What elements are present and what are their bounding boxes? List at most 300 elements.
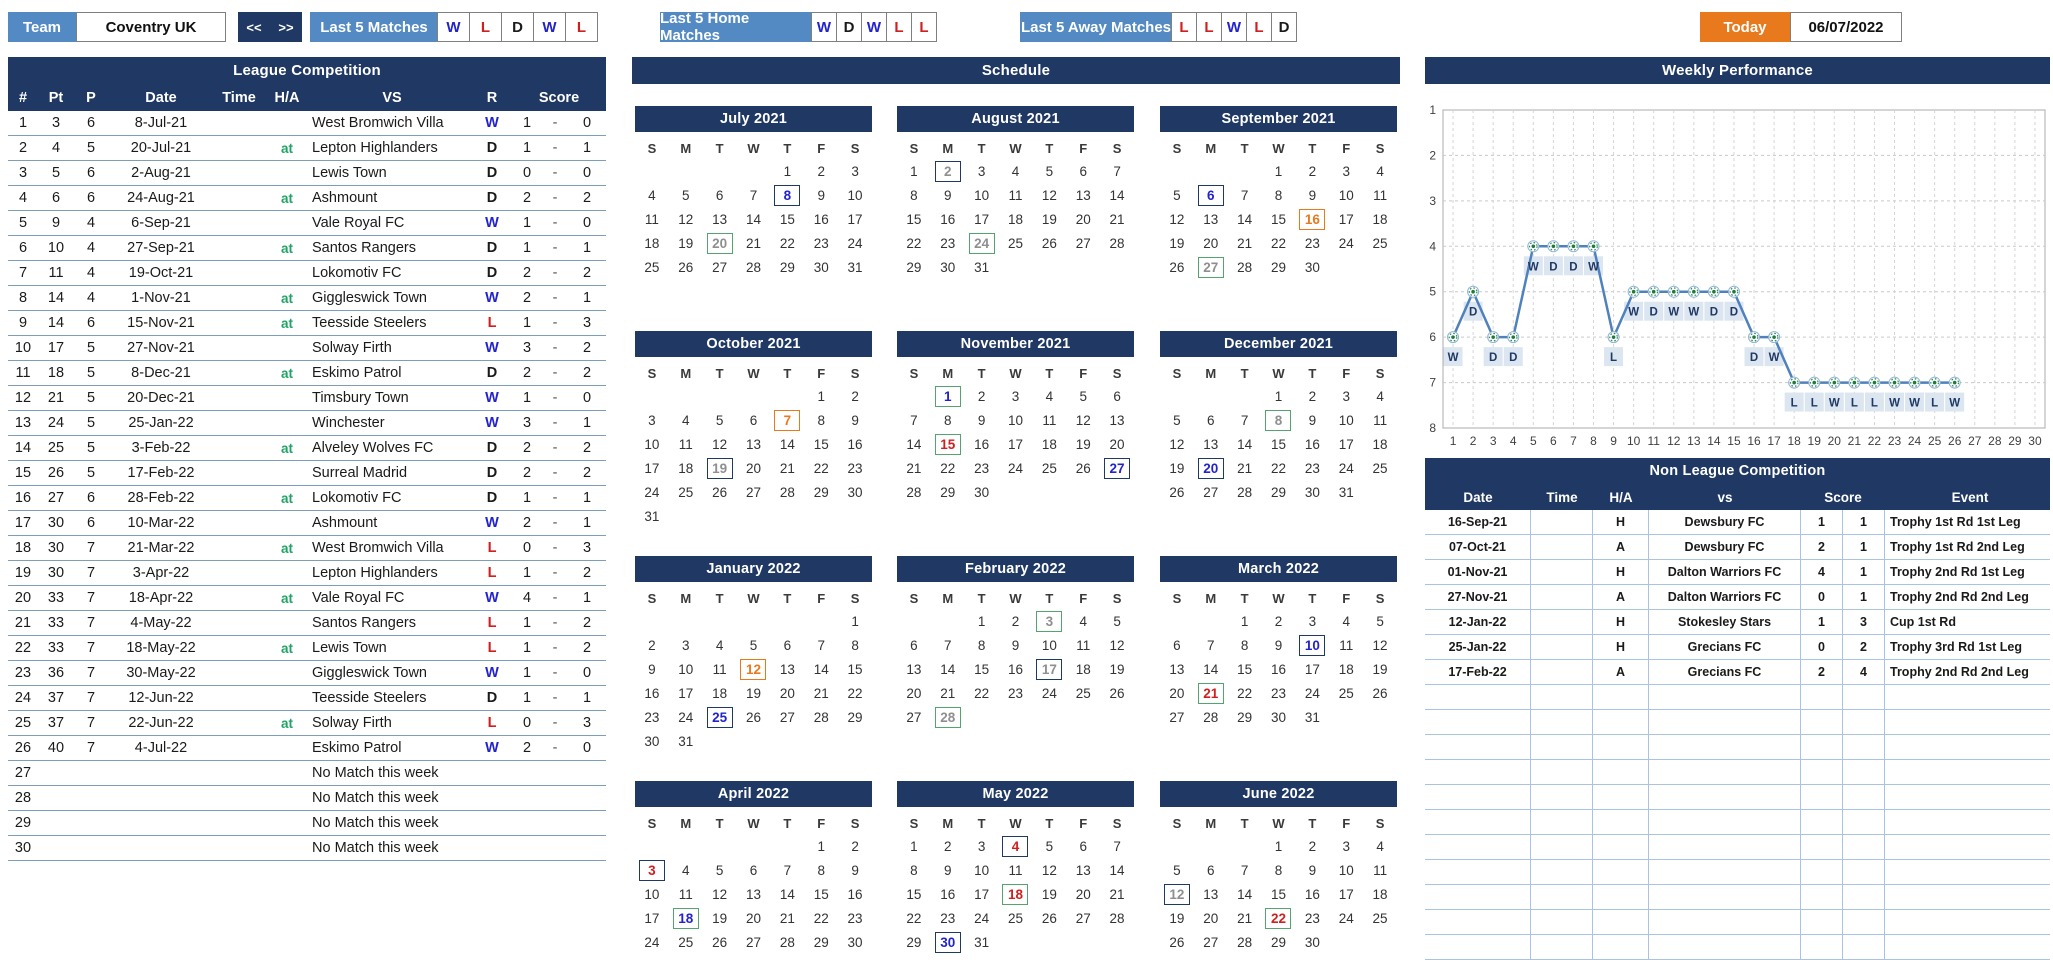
calendar-month-title: August 2021: [897, 106, 1134, 132]
nl-cell-score-against: [1843, 810, 1885, 834]
svg-text:4: 4: [1429, 239, 1436, 254]
calendar-blank: [1228, 160, 1262, 182]
calendar-day: 29: [906, 259, 922, 275]
calendar-day: 10: [974, 862, 990, 878]
nl-cell-date: [1425, 810, 1531, 834]
calendar-day: 17: [1338, 211, 1354, 227]
calendar-day: 30: [940, 259, 956, 275]
calendar-month-title: June 2022: [1160, 781, 1397, 807]
non-league-row-empty: [1425, 760, 2050, 785]
calendar-day: 16: [813, 211, 829, 227]
calendar-day: 4: [1342, 613, 1350, 629]
calendar-day: 29: [1270, 484, 1286, 500]
calendar-day: 18: [678, 460, 694, 476]
league-row: [8, 311, 606, 336]
calendar-day-of-week: S: [647, 590, 657, 606]
league-cell-score-against: 0: [582, 115, 592, 131]
league-cell-num: 20: [14, 590, 32, 606]
calendar-day: 6: [749, 412, 758, 428]
calendar-day: 13: [1109, 412, 1125, 428]
nl-cell-vs: Dewsbury FC: [1649, 510, 1801, 534]
calendar-match-day: 20: [707, 233, 733, 254]
league-row: [8, 161, 606, 186]
league-cell-num: 1: [18, 115, 28, 131]
league-cell-pt: 9: [51, 215, 61, 231]
calendar-day: 3: [1342, 838, 1350, 854]
league-cell-result: W: [485, 115, 499, 131]
league-cell-pt: 33: [47, 640, 65, 656]
league-row: [8, 486, 606, 511]
league-cell-vs: West Bromwich Villa: [312, 540, 444, 556]
league-cell-result: W: [485, 515, 499, 531]
svg-text:19: 19: [1807, 434, 1821, 448]
next-team-button[interactable]: >>: [270, 12, 302, 42]
calendar-day: 21: [1237, 460, 1253, 476]
calendar-day: 21: [1237, 910, 1253, 926]
calendar-blank: [1194, 610, 1228, 632]
league-cell-score-for: 3: [522, 415, 532, 431]
nl-cell-event: [1885, 710, 2050, 734]
svg-text:27: 27: [1968, 434, 1982, 448]
league-cell-vs: West Bromwich Villa: [312, 115, 444, 131]
calendar-day: 13: [1203, 436, 1219, 452]
league-cell-date: 18-Apr-22: [128, 590, 194, 606]
league-row: [8, 411, 606, 436]
calendar-month-title: November 2021: [897, 331, 1134, 357]
calendar-grid: [635, 813, 872, 953]
calendar-day: 18: [1372, 886, 1388, 902]
non-league-title: Non League Competition: [1425, 458, 2050, 484]
calendar-day: 2: [1308, 838, 1317, 854]
calendar-day: 8: [910, 862, 918, 878]
nl-cell-event: Trophy 1st Rd 1st Leg: [1890, 515, 2021, 529]
nl-cell-score-for: [1801, 735, 1843, 759]
league-row: [8, 686, 606, 711]
league-cell-result: D: [486, 490, 498, 506]
nl-cell-score-against: 1: [1843, 560, 1885, 584]
league-cell-score-against: 1: [582, 515, 592, 531]
result-cell: L: [1196, 12, 1222, 42]
league-cell-score-against: 1: [582, 240, 592, 256]
calendar-day: 15: [813, 436, 829, 452]
league-cell-score-dash: -: [552, 265, 558, 281]
last5-home-results: [812, 12, 937, 42]
calendar-day: [1194, 256, 1228, 278]
calendar-day: 13: [1075, 187, 1091, 203]
calendar-day: 14: [779, 886, 795, 902]
svg-text:W: W: [1527, 261, 1539, 274]
calendar-day: 12: [678, 211, 694, 227]
calendar-day: 22: [779, 235, 795, 251]
league-row: [8, 186, 606, 211]
nl-cell-ha: [1593, 910, 1649, 934]
calendar-month: [635, 781, 872, 953]
calendar-day-of-week: S: [909, 365, 919, 381]
svg-text:D: D: [1729, 306, 1739, 319]
calendar-blank: [703, 610, 737, 632]
league-cell-num: 17: [14, 515, 32, 531]
nl-cell-score-against: 1: [1843, 585, 1885, 609]
league-cell-score-dash: -: [552, 365, 558, 381]
league-cell-ha: at: [280, 540, 293, 556]
league-cell-score-for: 1: [522, 215, 532, 231]
nl-cell-event: [1885, 810, 2050, 834]
calendar-day: 12: [1075, 412, 1091, 428]
league-cell-ha: at: [280, 440, 293, 456]
league-cell-result: L: [487, 315, 497, 331]
calendar-day: 5: [1173, 412, 1181, 428]
league-cell-score-dash: -: [552, 490, 558, 506]
calendar-day: 11: [1008, 862, 1023, 878]
league-cell-score-dash: -: [552, 565, 558, 581]
nl-cell-score-against: [1843, 885, 1885, 909]
league-cell-num: 30: [14, 840, 32, 856]
calendar-day-of-week: S: [909, 140, 919, 156]
calendar-blank: [635, 385, 669, 407]
nl-cell-time: [1531, 510, 1593, 534]
calendar-day: 11: [644, 211, 659, 227]
calendar-blank: [1194, 385, 1228, 407]
non-league-row-empty: [1425, 735, 2050, 760]
calendar-day: [931, 706, 965, 728]
calendar-day-of-week: F: [1342, 140, 1351, 156]
svg-text:13: 13: [1687, 434, 1701, 448]
calendar-day: 10: [678, 661, 694, 677]
calendar-match-day: 27: [1104, 458, 1130, 479]
nl-cell-ha: [1593, 735, 1649, 759]
calendar-match-day: 22: [1265, 908, 1291, 929]
nl-cell-ha: [1593, 835, 1649, 859]
calendar-day: 30: [1304, 484, 1320, 500]
schedule-title: Schedule: [632, 57, 1400, 84]
svg-text:L: L: [1870, 397, 1878, 410]
league-cell-score-against: 3: [582, 540, 592, 556]
svg-text:20: 20: [1827, 434, 1841, 448]
league-cell-vs: Vale Royal FC: [312, 590, 405, 606]
calendar-day: 24: [1007, 460, 1023, 476]
calendar-day: 8: [977, 637, 986, 653]
league-cell-score-for: 2: [522, 290, 532, 306]
calendar-day: 23: [940, 910, 956, 926]
nl-cell-score-against: [1843, 835, 1885, 859]
calendar-day: 21: [779, 460, 795, 476]
league-cell-num: 8: [18, 290, 28, 306]
calendar-grid: [1160, 588, 1397, 728]
svg-text:L: L: [1850, 397, 1858, 410]
svg-text:D: D: [1709, 306, 1719, 319]
calendar-day: 27: [1203, 934, 1219, 950]
league-cell-score-for: 1: [522, 315, 532, 331]
calendar-day-of-week: F: [817, 815, 826, 831]
calendar-match-day: 8: [1265, 410, 1291, 431]
calendar-day: [737, 658, 771, 680]
league-cell-vs: Ashmount: [312, 515, 378, 531]
calendar-day: 4: [1011, 163, 1020, 179]
calendar-month: [1160, 781, 1397, 953]
league-cell-pt: 26: [47, 465, 65, 481]
calendar-day: 17: [847, 211, 863, 227]
calendar-day: 2: [1308, 163, 1317, 179]
calendar-match-day: 15: [935, 434, 961, 455]
league-cell-p: 6: [86, 315, 96, 331]
calendar-day: 27: [1169, 709, 1185, 725]
calendar-day: 11: [712, 661, 727, 677]
calendar-day: 10: [1338, 187, 1354, 203]
calendar-day: 15: [813, 886, 829, 902]
nl-cell-score-against: [1843, 910, 1885, 934]
calendar-day: 18: [1338, 661, 1354, 677]
svg-text:6: 6: [1550, 434, 1557, 448]
league-row: [8, 511, 606, 536]
nl-cell-vs: [1649, 885, 1801, 909]
league-cell-result: D: [486, 465, 498, 481]
nl-cell-score-against: 3: [1843, 610, 1885, 634]
calendar-day: 20: [1075, 886, 1091, 902]
nl-cell-vs: [1649, 810, 1801, 834]
league-cell-num: 11: [15, 365, 31, 381]
calendar-day: 21: [779, 910, 795, 926]
calendar-day: 6: [1113, 388, 1121, 404]
calendar-day: 15: [847, 661, 863, 677]
calendar-day: 29: [1270, 934, 1286, 950]
calendar-day: 1: [910, 163, 918, 179]
calendar-day: 3: [977, 838, 986, 854]
league-cell-ha: at: [280, 715, 293, 731]
calendar-day: [1194, 184, 1228, 206]
league-cell-num: 4: [18, 190, 28, 206]
calendar-day: 23: [940, 235, 956, 251]
nl-cell-date: 17-Feb-22: [1425, 660, 1531, 684]
league-cell-score-for: 1: [522, 490, 532, 506]
calendar-day: [770, 409, 804, 431]
non-league-header-row: [1425, 484, 2050, 510]
calendar-day: 14: [813, 661, 829, 677]
league-cell-score-dash: -: [552, 640, 558, 656]
nl-cell-vs: Dalton Warriors FC: [1649, 560, 1801, 584]
league-cell-num: 24: [14, 690, 32, 706]
calendar-day: 23: [974, 460, 990, 476]
svg-text:26: 26: [1948, 434, 1962, 448]
calendar-day: 20: [1109, 436, 1125, 452]
nl-cell-time: [1531, 860, 1593, 884]
calendar-day-of-week: T: [1045, 140, 1054, 156]
calendar-day: 6: [910, 637, 918, 653]
calendar-match-day: 7: [774, 410, 800, 431]
league-cell-p: 7: [86, 590, 96, 606]
calendar-day-of-week: M: [1205, 140, 1217, 156]
league-cell-num: 22: [14, 640, 32, 656]
calendar-day: [1194, 457, 1228, 479]
nl-header-ha: H/A: [1609, 489, 1633, 505]
calendar-day: 13: [1075, 862, 1091, 878]
calendar-day: 13: [1203, 211, 1219, 227]
last5-home-label: Last 5 Home Matches: [660, 12, 812, 42]
svg-text:25: 25: [1927, 434, 1942, 448]
calendar-day: 13: [745, 886, 761, 902]
calendar-day: [999, 835, 1033, 857]
nl-cell-score-for: 0: [1801, 635, 1843, 659]
calendar-day-of-week: M: [942, 140, 954, 156]
calendar-day-of-week: S: [850, 365, 860, 381]
calendar-day: [1160, 883, 1194, 905]
calendar-day: 9: [1308, 187, 1317, 203]
calendar-day: 11: [1339, 637, 1354, 653]
calendar-day: 11: [1076, 637, 1091, 653]
calendar-day: 14: [940, 661, 956, 677]
calendar-day-of-week: S: [1112, 140, 1122, 156]
calendar-day: 17: [974, 211, 990, 227]
nl-cell-time: [1531, 635, 1593, 659]
svg-text:6: 6: [1429, 330, 1436, 345]
calendar-day: 29: [1237, 709, 1253, 725]
nl-cell-score-against: 1: [1843, 535, 1885, 559]
calendar-day: 19: [1372, 661, 1388, 677]
calendar-grid: [1160, 363, 1397, 503]
calendar-day: 28: [906, 484, 922, 500]
calendar-day: 9: [1308, 412, 1317, 428]
calendar-day: 18: [1372, 211, 1388, 227]
calendar-day: 6: [1173, 637, 1181, 653]
calendar-match-day: 17: [1036, 659, 1062, 680]
nl-cell-ha: [1593, 860, 1649, 884]
league-row: [8, 811, 606, 836]
league-cell-score-for: 1: [522, 140, 532, 156]
calendar-day: 26: [1041, 910, 1057, 926]
calendar-day: 9: [944, 862, 952, 878]
league-cell-vs: No Match this week: [312, 765, 439, 781]
result-cell: W: [437, 12, 470, 42]
league-cell-p: 7: [86, 565, 96, 581]
calendar-match-day: 24: [969, 233, 995, 254]
league-cell-result: D: [486, 265, 498, 281]
league-cell-num: 7: [18, 265, 28, 281]
calendar-day: 27: [906, 709, 922, 725]
league-cell-score-against: 0: [582, 665, 592, 681]
result-cell: W: [533, 12, 566, 42]
calendar-grid: [897, 138, 1134, 278]
calendar-day: 26: [745, 709, 761, 725]
league-cell-num: 3: [18, 165, 28, 181]
calendar-day: 15: [1270, 436, 1286, 452]
league-row: [8, 536, 606, 561]
calendar-day: 3: [648, 412, 656, 428]
calendar-day-of-week: S: [909, 590, 919, 606]
calendar-day: 26: [1372, 685, 1388, 701]
nl-cell-ha: [1593, 785, 1649, 809]
league-row: [8, 786, 606, 811]
calendar-day-of-week: T: [1308, 365, 1317, 381]
svg-text:D: D: [1649, 306, 1658, 319]
calendar-day: 25: [1075, 685, 1091, 701]
league-cell-result: W: [485, 665, 499, 681]
calendar-day: 30: [644, 733, 660, 749]
calendar-day-of-week: T: [1308, 815, 1317, 831]
calendar-day: 26: [1041, 235, 1057, 251]
calendar-day: 15: [1270, 211, 1286, 227]
calendar-day: 14: [1109, 187, 1125, 203]
league-cell-num: 28: [14, 790, 32, 806]
league-cell-score-against: 1: [582, 590, 592, 606]
league-cell-result: W: [485, 590, 499, 606]
league-cell-score-for: 1: [522, 690, 532, 706]
non-league-row-empty: [1425, 910, 2050, 935]
svg-text:W: W: [1768, 352, 1780, 365]
league-cell-pt: 30: [47, 565, 65, 581]
calendar-blank: [931, 610, 965, 632]
calendar-month: [897, 106, 1134, 278]
calendar-day: 11: [1042, 412, 1057, 428]
svg-text:W: W: [1949, 397, 1961, 410]
team-name-field[interactable]: Coventry UK: [76, 12, 226, 42]
calendar-day: 20: [1075, 211, 1091, 227]
calendar-day: 21: [906, 460, 922, 476]
nl-cell-ha: A: [1593, 660, 1649, 684]
league-cell-result: D: [486, 140, 498, 156]
calendar-blank: [737, 835, 771, 857]
svg-text:D: D: [1509, 352, 1518, 365]
calendar-day: 15: [974, 661, 990, 677]
nl-cell-score-for: [1801, 885, 1843, 909]
calendar-day: 28: [1109, 910, 1125, 926]
calendar-day: 10: [974, 187, 990, 203]
calendar-day: 24: [1338, 235, 1354, 251]
nl-cell-score-for: 1: [1801, 510, 1843, 534]
calendar-day: [965, 232, 999, 254]
calendar-day: 17: [1007, 436, 1023, 452]
calendar-blank: [703, 835, 737, 857]
calendar-day: 25: [1007, 910, 1023, 926]
calendar-match-day: 1: [935, 386, 961, 407]
calendar-match-day: 2: [935, 161, 961, 182]
calendar-month: [1160, 331, 1397, 503]
calendar-day: 18: [644, 235, 660, 251]
calendar-match-day: 12: [1164, 884, 1190, 905]
calendar-day: 17: [644, 460, 660, 476]
calendar-day: 21: [940, 685, 956, 701]
nl-cell-event: Trophy 3rd Rd 1st Leg: [1890, 640, 2022, 654]
prev-team-button[interactable]: <<: [238, 12, 270, 42]
nl-cell-date: [1425, 785, 1531, 809]
calendar-day-of-week: M: [942, 815, 954, 831]
calendar-day: 20: [906, 685, 922, 701]
calendar-day-of-week: W: [747, 590, 760, 606]
non-league-row-empty: [1425, 835, 2050, 860]
calendar-day: 31: [974, 934, 990, 950]
calendar-day: 28: [1109, 235, 1125, 251]
calendar-day: 27: [779, 709, 795, 725]
calendar-day: 16: [1304, 886, 1320, 902]
svg-text:W: W: [1628, 306, 1640, 319]
league-cell-date: 8-Dec-21: [131, 365, 191, 381]
calendar-day: 12: [712, 436, 728, 452]
league-cell-result: D: [486, 440, 498, 456]
league-cell-ha: at: [280, 190, 293, 206]
calendar-day: 14: [1237, 886, 1253, 902]
calendar-blank: [1228, 835, 1262, 857]
league-cell-score-dash: -: [552, 415, 558, 431]
calendar-day-of-week: T: [1308, 140, 1317, 156]
calendar-day-of-week: M: [1205, 590, 1217, 606]
league-cell-result: L: [487, 615, 497, 631]
last5-label: Last 5 Matches: [310, 12, 438, 42]
league-row: [8, 211, 606, 236]
calendar-day: 15: [906, 211, 922, 227]
calendar-day: 13: [1203, 886, 1219, 902]
league-cell-vs: Ashmount: [312, 190, 378, 206]
league-header-r: R: [486, 89, 498, 106]
nl-cell-vs: [1649, 860, 1801, 884]
calendar-day-of-week: F: [817, 365, 826, 381]
